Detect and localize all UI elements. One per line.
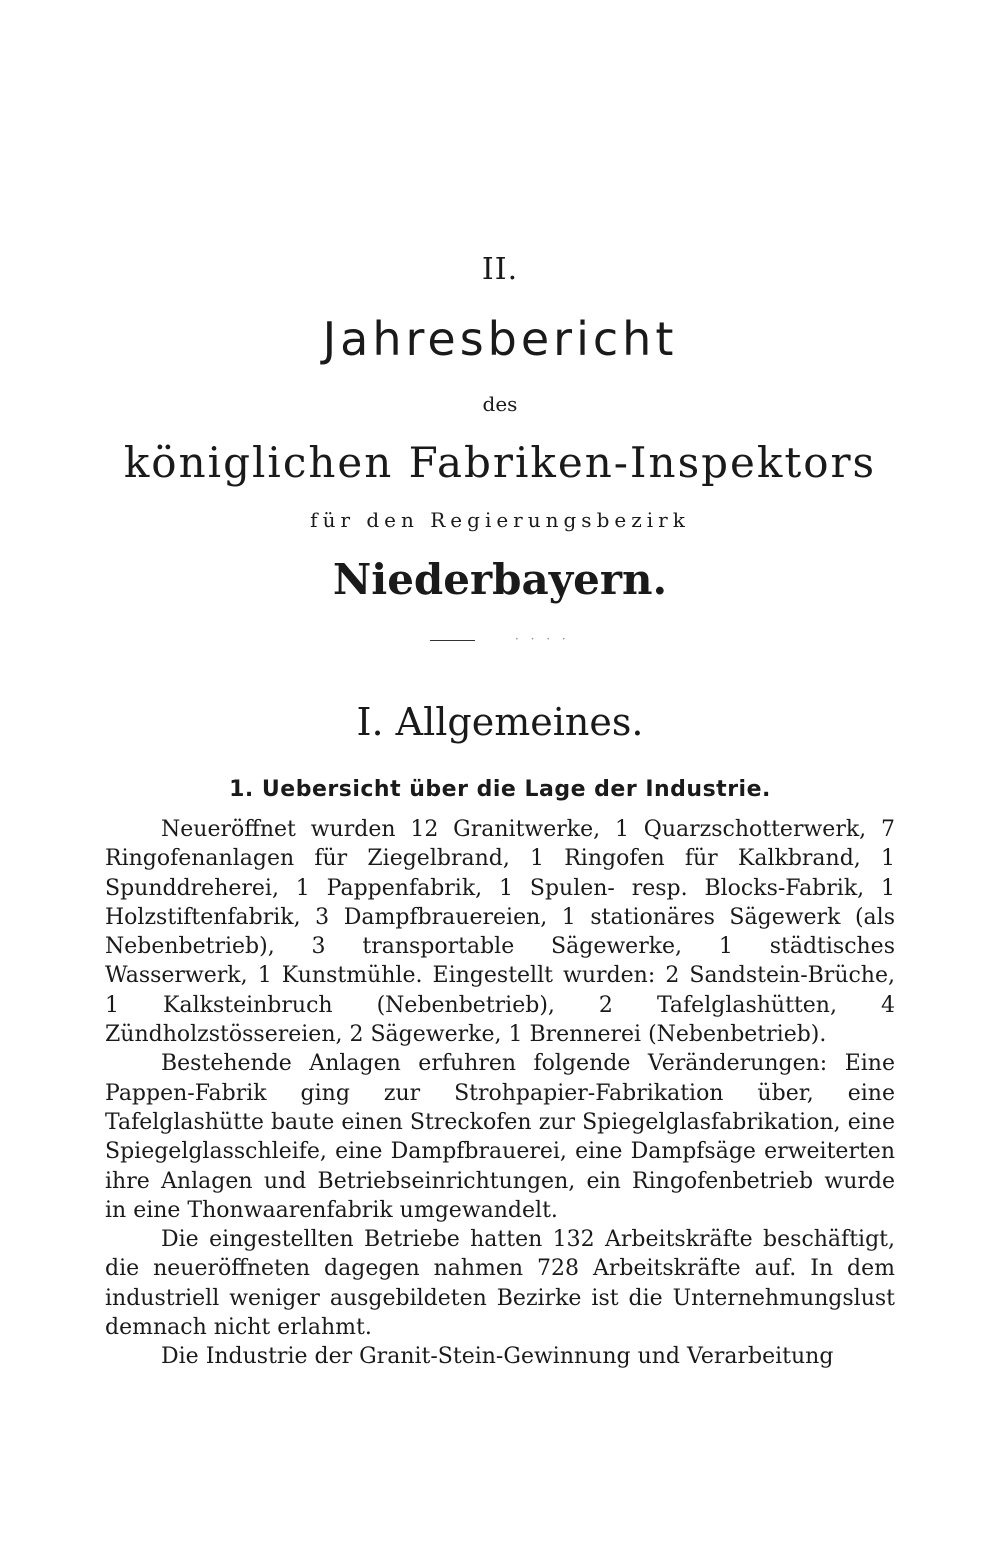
- inspector-line: königlichen Fabriken-Inspektors: [123, 438, 877, 487]
- divider-dots: · · · ·: [515, 632, 570, 646]
- divider-line: [430, 640, 475, 641]
- region-prefix: für den Regierungsbezirk: [310, 508, 690, 532]
- section-heading: I. Allgemeines.: [356, 700, 644, 744]
- paragraph-4: Die Industrie der Granit-Stein-Gewinnung und Verarbeitung: [161, 1344, 834, 1370]
- report-title: Jahresbericht: [322, 312, 678, 366]
- body-text: [105, 815, 895, 1372]
- roman-numeral: II.: [481, 252, 519, 287]
- region-name: Niederbayern.: [332, 555, 668, 604]
- subsection-heading: 1. Uebersicht über die Lage der Industrie.: [229, 777, 771, 802]
- paragraph-1: Neueröffnet wurden 12 Granitwerke, 1 Quarzschotterwerk, 7 Ringofenanlagen für Ziegelbrand, 1 Ringofen für Kalkbrand, 1 Spunddreherei, 1 Pappenfabrik, 1 Spulen- resp. Blocks-Fabrik, 1 Holzstiftenfabrik, 3 Dampfbrauereien, 1 stationäres Sägewerk (als Nebenbetrieb), 3 transportable Sägewerke, 1 städtisches Wasserwerk, 1 Kunstmühle. Eingestellt wurden: 2 Sandstein-Brüche, 1 Kalksteinbruch (Nebenbetrieb), 2 Tafelglashütten, 4 Zündholzstössereien, 2 Sägewerke, 1 Brennerei (Nebenbetrieb).: [105, 817, 895, 1048]
- paragraph-3: Die eingestellten Betriebe hatten 132 Arbeitskräfte beschäftigt, die neueröffneten dagegen nahmen 728 Arbeitskräfte auf. In dem industriell weniger ausgebildeten Bezirke ist die Unternehmungslust demnach nicht erlahmt.: [105, 1227, 895, 1341]
- paragraph-2: Bestehende Anlagen erfuhren folgende Veränderungen: Eine Pappen-Fabrik ging zur Strohpapier-Fabrikation über, eine Tafelglashütte baute einen Streckofen zur Spiegelglasfabrikation, eine Spiegelglasschleife, eine Dampfbrauerei, eine Dampfsäge erweiterten ihre Anlagen und Betriebseinrichtungen, ein Ringofenbetrieb wurde in eine Thonwaarenfabrik umgewandelt.: [105, 1051, 895, 1223]
- title-des: des: [482, 392, 518, 416]
